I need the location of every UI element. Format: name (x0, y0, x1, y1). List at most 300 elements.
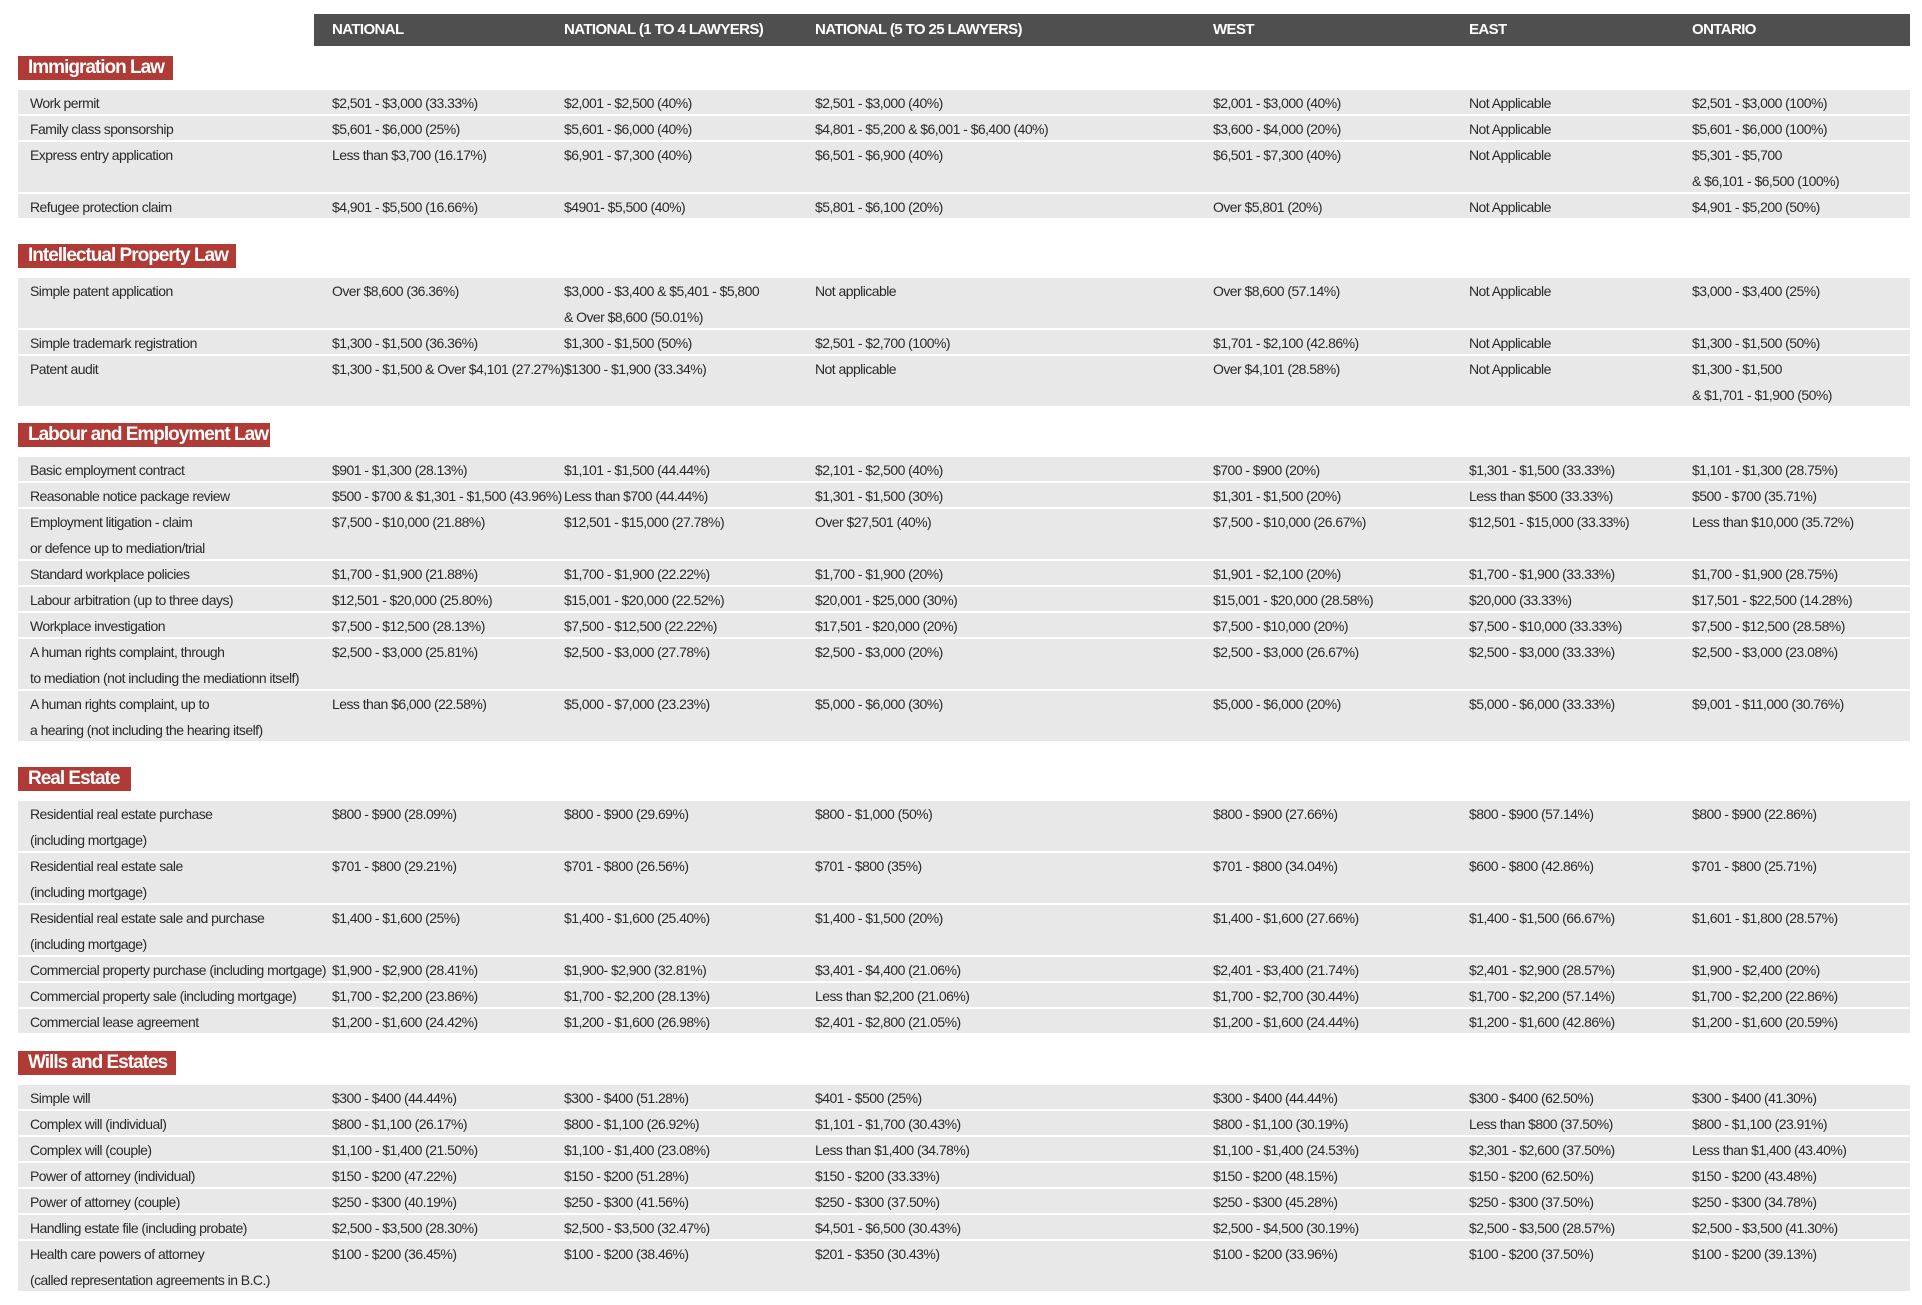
cell-value: $701 - $800 (26.56%) (564, 858, 689, 874)
row-label-line: A human rights complaint, through (30, 644, 225, 660)
cell-value: $1,900 - $2,900 (28.41%) (332, 962, 478, 978)
cell-value: $2,500 - $3,500 (32.47%) (564, 1220, 710, 1236)
table-cell (564, 509, 724, 535)
cell-value: $5,000 - $7,000 (23.23%) (564, 696, 710, 712)
row-label-line: Complex will (individual) (30, 1116, 167, 1132)
row-label-line: Employment litigation - claim (30, 514, 193, 530)
table-cell (1213, 587, 1373, 613)
table-cell (564, 142, 692, 168)
table-cell (1213, 330, 1359, 356)
cell-value: $12,501 - $15,000 (27.78%) (564, 514, 725, 530)
table-cell (1692, 613, 1845, 639)
cell-value: $100 - $200 (36.45%) (332, 1246, 457, 1262)
cell-value: $2,500 - $3,000 (27.78%) (564, 644, 710, 660)
row-label (30, 957, 326, 983)
cell-value: $800 - $900 (22.86%) (1692, 806, 1817, 822)
row-label (30, 142, 173, 168)
cell-value: $3,600 - $4,000 (20%) (1213, 121, 1341, 137)
cell-value: $100 - $200 (33.96%) (1213, 1246, 1338, 1262)
cell-value: $1,400 - $1,600 (25%) (332, 910, 460, 926)
cell-value: $701 - $800 (34.04%) (1213, 858, 1338, 874)
table-cell (815, 142, 943, 168)
row-label-line: (called representation agreements in B.C.) (30, 1272, 270, 1288)
table-cell (815, 613, 957, 639)
table-cell (815, 983, 969, 1009)
cell-value: Over $5,801 (20%) (1213, 199, 1322, 215)
table-cell (1692, 1085, 1816, 1111)
cell-value: & Over $8,600 (50.01%) (564, 309, 703, 325)
column-header-national-5-to-25: NATIONAL (5 TO 25 LAWYERS) (815, 21, 1022, 38)
table-cell (564, 639, 710, 665)
row-label (30, 983, 296, 1009)
cell-value: $17,501 - $20,000 (20%) (815, 618, 958, 634)
cell-value: $300 - $400 (41.30%) (1692, 1090, 1817, 1106)
cell-value: Less than $2,200 (21.06%) (815, 988, 970, 1004)
row-label (30, 483, 230, 509)
cell-value: $2,500 - $3,500 (41.30%) (1692, 1220, 1838, 1236)
row-label-line: Reasonable notice package review (30, 488, 230, 504)
table-cell (564, 330, 692, 356)
row-label (30, 853, 183, 905)
cell-value: Less than $800 (37.50%) (1469, 1116, 1613, 1132)
table-row (18, 1111, 1910, 1135)
table-cell (1213, 194, 1322, 220)
cell-value: $5,801 - $6,100 (20%) (815, 199, 943, 215)
table-cell (1469, 1215, 1615, 1241)
table-cell (1692, 1215, 1838, 1241)
table-row (18, 1215, 1910, 1239)
cell-value: $800 - $1,100 (30.19%) (1213, 1116, 1349, 1132)
cell-value: Not Applicable (1469, 95, 1551, 111)
table-cell (1213, 613, 1348, 639)
row-label-line: Residential real estate sale (30, 858, 183, 874)
table-cell (1213, 561, 1341, 587)
table-cell (1692, 983, 1838, 1009)
table-cell (1469, 905, 1615, 931)
row-label (30, 1009, 199, 1035)
column-header-national-1-to-4: NATIONAL (1 TO 4 LAWYERS) (564, 21, 764, 38)
row-label (30, 1241, 270, 1293)
table-cell (1692, 483, 1816, 509)
table-cell (1692, 330, 1820, 356)
cell-value: Less than $500 (33.33%) (1469, 488, 1613, 504)
table-cell (564, 853, 688, 879)
cell-value: Less than $1,400 (34.78%) (815, 1142, 970, 1158)
cell-value: $9,001 - $11,000 (30.76%) (1692, 696, 1844, 712)
cell-value: $600 - $800 (42.86%) (1469, 858, 1594, 874)
cell-value: $100 - $200 (37.50%) (1469, 1246, 1594, 1262)
cell-value: Over $4,101 (28.58%) (1213, 361, 1340, 377)
table-cell (1692, 957, 1820, 983)
table-cell (332, 1215, 478, 1241)
table-cell (1213, 691, 1341, 717)
cell-value: $1,700 - $1,900 (21.88%) (332, 566, 478, 582)
table-cell (1213, 1085, 1337, 1111)
table-cell (564, 691, 710, 717)
table-cell (332, 356, 564, 382)
cell-value: $201 - $350 (30.43%) (815, 1246, 940, 1262)
table-row (18, 330, 1910, 354)
table-cell (815, 561, 943, 587)
table-cell (1469, 1137, 1615, 1163)
table-cell (1692, 116, 1827, 142)
table-cell (1213, 957, 1359, 983)
table-cell (332, 853, 456, 879)
row-label (30, 457, 184, 483)
table-cell (1213, 905, 1359, 931)
cell-value: $1,700 - $2,200 (57.14%) (1469, 988, 1615, 1004)
table-cell (1213, 457, 1320, 483)
cell-value: $1,400 - $1,600 (27.66%) (1213, 910, 1359, 926)
cell-value: $1,601 - $1,800 (28.57%) (1692, 910, 1838, 926)
table-cell (1469, 483, 1613, 509)
cell-value: Over $8,600 (57.14%) (1213, 283, 1340, 299)
table-cell (1469, 613, 1622, 639)
row-label-line: or defence up to mediation/trial (30, 540, 205, 556)
cell-value: $2,501 - $3,000 (33.33%) (332, 95, 478, 111)
cell-value: $6,901 - $7,300 (40%) (564, 147, 692, 163)
cell-value: $5,601 - $6,000 (100%) (1692, 121, 1828, 137)
table-cell (1469, 1085, 1593, 1111)
cell-value: $5,601 - $6,000 (40%) (564, 121, 692, 137)
table-cell (1469, 330, 1551, 356)
table-cell (815, 1215, 961, 1241)
cell-value: Less than $700 (44.44%) (564, 488, 708, 504)
cell-value: $7,500 - $10,000 (26.67%) (1213, 514, 1366, 530)
cell-value: $2,401 - $2,900 (28.57%) (1469, 962, 1615, 978)
cell-value: $701 - $800 (35%) (815, 858, 922, 874)
row-label-line: Commercial property sale (including mortgage) (30, 988, 297, 1004)
table-cell (332, 561, 478, 587)
table-cell (564, 457, 710, 483)
cell-value: $150 - $200 (33.33%) (815, 1168, 940, 1184)
row-label-line: A human rights complaint, up to (30, 696, 210, 712)
table-cell (1469, 691, 1615, 717)
table-cell (815, 691, 943, 717)
cell-value: $4901- $5,500 (40%) (564, 199, 686, 215)
table-cell (815, 957, 961, 983)
cell-value: $1,400 - $1,500 (20%) (815, 910, 943, 926)
table-cell (564, 1189, 688, 1215)
table-cell (815, 853, 922, 879)
table-cell (1692, 1137, 1846, 1163)
table-row (18, 1163, 1910, 1187)
cell-value: $1,700 - $2,200 (22.86%) (1692, 988, 1838, 1004)
cell-value: Not Applicable (1469, 199, 1551, 215)
cell-value: $1,100 - $1,400 (21.50%) (332, 1142, 478, 1158)
table-cell (1213, 853, 1337, 879)
section-title: Real Estate (18, 767, 131, 791)
table-cell (1692, 691, 1844, 717)
table-row (18, 1189, 1910, 1213)
table-cell (564, 561, 710, 587)
table-cell (332, 1189, 456, 1215)
table-cell (1469, 142, 1551, 168)
table-row (18, 90, 1910, 114)
cell-value: $1,301 - $1,500 (20%) (1213, 488, 1341, 504)
cell-value: Less than $1,400 (43.40%) (1692, 1142, 1847, 1158)
cell-value: $4,801 - $5,200 & $6,001 - $6,400 (40%) (815, 121, 1049, 137)
row-label (30, 509, 205, 561)
table-cell (1213, 278, 1340, 304)
cell-value: $5,000 - $6,000 (20%) (1213, 696, 1341, 712)
column-header-bar (314, 14, 1910, 46)
row-label-line: Handling estate file (including probate) (30, 1220, 247, 1236)
table-cell (332, 90, 478, 116)
table-cell (1213, 1163, 1337, 1189)
cell-value: $1,400 - $1,500 (66.67%) (1469, 910, 1615, 926)
table-cell (332, 330, 478, 356)
table-row (18, 1241, 1910, 1291)
table-cell (332, 691, 486, 717)
table-row (18, 278, 1910, 328)
cell-value: $1,300 - $1,500 & Over $4,101 (27.27%) (332, 361, 565, 377)
table-cell (1213, 1241, 1337, 1267)
cell-value: & $6,101 - $6,500 (100%) (1692, 173, 1840, 189)
table-cell (1469, 983, 1615, 1009)
cell-value: $701 - $800 (25.71%) (1692, 858, 1817, 874)
cell-value: $2,501 - $3,000 (100%) (1692, 95, 1828, 111)
table-cell (1692, 905, 1838, 931)
table-cell (1469, 194, 1551, 220)
row-label-line: (including mortgage) (30, 884, 147, 900)
row-label (30, 330, 197, 356)
table-cell (815, 116, 1048, 142)
cell-value: $701 - $800 (29.21%) (332, 858, 457, 874)
table-cell (1213, 116, 1341, 142)
table-cell (564, 1085, 688, 1111)
cell-value: $1,900 - $2,400 (20%) (1692, 962, 1820, 978)
cell-value: $250 - $300 (45.28%) (1213, 1194, 1338, 1210)
row-label (30, 639, 299, 691)
cell-value: $3,000 - $3,400 (25%) (1692, 283, 1820, 299)
cell-value: $1,700 - $1,900 (22.22%) (564, 566, 710, 582)
cell-value: $5,000 - $6,000 (30%) (815, 696, 943, 712)
table-row (18, 691, 1910, 741)
cell-value: $1,200 - $1,600 (42.86%) (1469, 1014, 1615, 1030)
cell-value: $250 - $300 (41.56%) (564, 1194, 689, 1210)
table-row (18, 142, 1910, 192)
table-cell (1692, 457, 1838, 483)
row-label (30, 1137, 152, 1163)
table-cell (1692, 1009, 1838, 1035)
row-label-line: Patent audit (30, 361, 99, 377)
table-cell (1469, 1111, 1613, 1137)
cell-value: $2,001 - $2,500 (40%) (564, 95, 692, 111)
table-cell (564, 356, 706, 382)
table-cell (1469, 509, 1629, 535)
table-cell (1213, 639, 1359, 665)
row-label-line: Power of attorney (couple) (30, 1194, 180, 1210)
cell-value: $500 - $700 (35.71%) (1692, 488, 1817, 504)
row-label (30, 1163, 195, 1189)
cell-value: $1,300 - $1,500 (50%) (1692, 335, 1820, 351)
table-cell (1213, 483, 1341, 509)
table-row (18, 1009, 1910, 1033)
table-cell (1692, 142, 1839, 194)
table-cell (815, 1163, 939, 1189)
row-label-line: to mediation (not including the mediationn itself) (30, 670, 300, 686)
cell-value: $800 - $1,100 (26.17%) (332, 1116, 468, 1132)
table-cell (815, 483, 943, 509)
cell-value: & $1,701 - $1,900 (50%) (1692, 387, 1832, 403)
cell-value: $1300 - $1,900 (33.34%) (564, 361, 707, 377)
cell-value: Not Applicable (1469, 283, 1551, 299)
cell-value: $2,500 - $3,000 (20%) (815, 644, 943, 660)
cell-value: $7,500 - $10,000 (21.88%) (332, 514, 485, 530)
table-cell (564, 1009, 710, 1035)
table-cell (815, 639, 943, 665)
table-cell (815, 278, 896, 304)
cell-value: Less than $3,700 (16.17%) (332, 147, 487, 163)
cell-value: $150 - $200 (43.48%) (1692, 1168, 1817, 1184)
cell-value: $300 - $400 (44.44%) (332, 1090, 457, 1106)
table-cell (332, 194, 478, 220)
table-row (18, 905, 1910, 955)
cell-value: $700 - $900 (20%) (1213, 462, 1320, 478)
cell-value: $12,501 - $15,000 (33.33%) (1469, 514, 1630, 530)
table-cell (1692, 1189, 1816, 1215)
table-cell (332, 278, 459, 304)
row-label-line: (including mortgage) (30, 936, 147, 952)
cell-value: $2,001 - $3,000 (40%) (1213, 95, 1341, 111)
row-label (30, 116, 173, 142)
cell-value: $3,000 - $3,400 & $5,401 - $5,800 (564, 283, 760, 299)
table-cell (1469, 90, 1551, 116)
row-label-line: Power of attorney (individual) (30, 1168, 195, 1184)
table-cell (1469, 639, 1615, 665)
table-cell (1213, 983, 1359, 1009)
table-cell (1692, 194, 1820, 220)
cell-value: $5,000 - $6,000 (33.33%) (1469, 696, 1615, 712)
table-cell (1213, 1215, 1359, 1241)
cell-value: $150 - $200 (48.15%) (1213, 1168, 1338, 1184)
cell-value: Not Applicable (1469, 335, 1551, 351)
table-cell (1692, 509, 1854, 535)
cell-value: $300 - $400 (44.44%) (1213, 1090, 1338, 1106)
cell-value: $800 - $900 (27.66%) (1213, 806, 1338, 822)
table-cell (1469, 561, 1615, 587)
cell-value: $800 - $900 (28.09%) (332, 806, 457, 822)
row-label (30, 613, 165, 639)
table-cell (332, 1241, 456, 1267)
table-cell (815, 587, 957, 613)
cell-value: $401 - $500 (25%) (815, 1090, 922, 1106)
cell-value: $20,000 (33.33%) (1469, 592, 1572, 608)
cell-value: $4,901 - $5,200 (50%) (1692, 199, 1820, 215)
cell-value: $4,901 - $5,500 (16.66%) (332, 199, 478, 215)
cell-value: $2,500 - $3,000 (33.33%) (1469, 644, 1615, 660)
cell-value: Not Applicable (1469, 121, 1551, 137)
cell-value: Not Applicable (1469, 147, 1551, 163)
row-label-line: Express entry application (30, 147, 173, 163)
cell-value: $250 - $300 (37.50%) (815, 1194, 940, 1210)
table-cell (1469, 1241, 1593, 1267)
column-header-east: EAST (1469, 21, 1507, 38)
cell-value: $800 - $900 (57.14%) (1469, 806, 1594, 822)
row-label-line: Labour arbitration (up to three days) (30, 592, 234, 608)
cell-value: $5,601 - $6,000 (25%) (332, 121, 460, 137)
row-label-line: Family class sponsorship (30, 121, 174, 137)
row-label-line: Refugee protection claim (30, 199, 172, 215)
cell-value: $3,401 - $4,400 (21.06%) (815, 962, 961, 978)
cell-value: $5,301 - $5,700 (1692, 147, 1782, 163)
table-cell (1469, 957, 1615, 983)
cell-value: $1,300 - $1,500 (1692, 361, 1782, 377)
table-cell (1469, 1163, 1593, 1189)
table-cell (1213, 1189, 1337, 1215)
table-cell (1213, 90, 1341, 116)
cell-value: $150 - $200 (51.28%) (564, 1168, 689, 1184)
row-label (30, 587, 233, 613)
table-cell (1469, 801, 1593, 827)
table-cell (564, 983, 710, 1009)
table-cell (815, 356, 896, 382)
table-cell (332, 1111, 467, 1137)
cell-value: $800 - $1,100 (23.91%) (1692, 1116, 1828, 1132)
table-cell (1692, 561, 1838, 587)
cell-value: $1,101 - $1,700 (30.43%) (815, 1116, 961, 1132)
cell-value: Less than $10,000 (35.72%) (1692, 514, 1854, 530)
cell-value: $250 - $300 (40.19%) (332, 1194, 457, 1210)
cell-value: $1,101 - $1,500 (44.44%) (564, 462, 710, 478)
cell-value: $7,500 - $10,000 (20%) (1213, 618, 1349, 634)
cell-value: $150 - $200 (47.22%) (332, 1168, 457, 1184)
cell-value: $1,700 - $1,900 (20%) (815, 566, 943, 582)
row-label-line: Simple will (30, 1090, 91, 1106)
cell-value: $1,200 - $1,600 (24.42%) (332, 1014, 478, 1030)
cell-value: $1,901 - $2,100 (20%) (1213, 566, 1341, 582)
table-cell (332, 587, 492, 613)
table-row (18, 194, 1910, 218)
table-cell (332, 1163, 456, 1189)
section-title: Intellectual Property Law (18, 244, 236, 268)
table-cell (332, 983, 478, 1009)
row-label-line: Simple patent application (30, 283, 173, 299)
cell-value: $2,501 - $3,000 (40%) (815, 95, 943, 111)
cell-value: $6,501 - $7,300 (40%) (1213, 147, 1341, 163)
table-cell (815, 1085, 922, 1111)
cell-value: $901 - $1,300 (28.13%) (332, 462, 468, 478)
cell-value: $100 - $200 (38.46%) (564, 1246, 689, 1262)
table-cell (332, 483, 562, 509)
table-cell (1213, 356, 1340, 382)
cell-value: $1,700 - $2,700 (30.44%) (1213, 988, 1359, 1004)
cell-value: $150 - $200 (62.50%) (1469, 1168, 1594, 1184)
row-label-line: a hearing (not including the hearing itself) (30, 722, 263, 738)
cell-value: Less than $6,000 (22.58%) (332, 696, 487, 712)
table-cell (564, 1241, 688, 1267)
row-label (30, 801, 212, 853)
cell-value: $300 - $400 (62.50%) (1469, 1090, 1594, 1106)
cell-value: $1,900- $2,900 (32.81%) (564, 962, 707, 978)
table-cell (564, 116, 692, 142)
table-cell (1469, 116, 1551, 142)
cell-value: $1,200 - $1,600 (20.59%) (1692, 1014, 1838, 1030)
table-cell (564, 1215, 710, 1241)
table-cell (564, 1163, 688, 1189)
table-cell (815, 330, 950, 356)
row-label (30, 561, 189, 587)
table-cell (564, 483, 708, 509)
cell-value: $100 - $200 (39.13%) (1692, 1246, 1817, 1262)
table-cell (815, 90, 943, 116)
row-label-line: Workplace investigation (30, 618, 165, 634)
cell-value: $15,001 - $20,000 (28.58%) (1213, 592, 1374, 608)
table-cell (332, 639, 478, 665)
table-cell (564, 905, 710, 931)
table-cell (1213, 1111, 1348, 1137)
